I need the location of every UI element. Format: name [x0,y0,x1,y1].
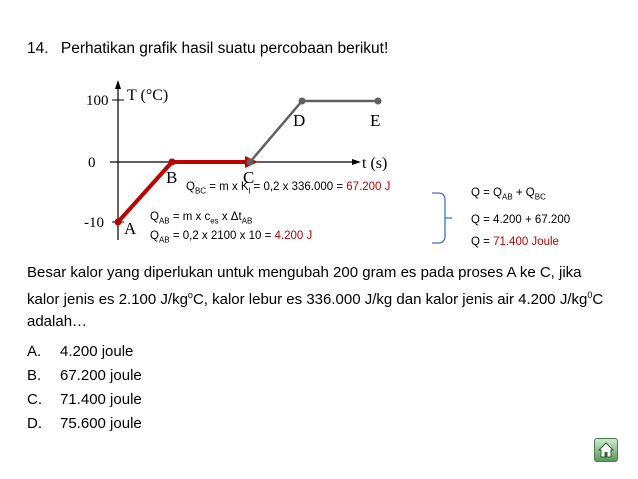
total-result-line: Q = 71.400 Joule [471,236,559,248]
point-label-e: E [370,111,381,130]
y-tick-label: 100 [86,93,109,109]
total-result: 71.400 Joule [493,236,559,248]
total-sum: Q = 4.200 + 67.200 [471,214,571,226]
point-label-d: D [293,111,306,130]
point-label-c: C [243,168,255,187]
option-a[interactable]: A. 4.200 joule [27,343,134,360]
y-tick-label: 0 [88,155,96,171]
point-label-b: B [166,168,178,187]
y-axis-arrow [115,80,121,89]
x-axis-arrow [352,159,361,165]
option-d[interactable]: D. 75.600 joule [27,415,142,432]
y-axis-label: T (°C) [127,87,169,104]
point-d [299,98,306,105]
option-b[interactable]: B. 67.200 joule [27,367,142,384]
home-icon [598,442,614,458]
calc-qbc-result: 67.200 J [346,181,391,193]
y-tick-label: -10 [84,215,104,231]
point-label-a: A [124,219,137,238]
x-axis-label: t (s) [362,155,388,172]
calc-qab-formula: $Q_{AB} = m$ x $c_{es}$ x $\Delta t_{AB}$ [150,211,253,226]
calc-qab-result: 4.200 J [274,230,313,242]
home-button[interactable] [594,438,618,462]
question-prompt: Perhatikan grafik hasil suatu percobaan berikut! [60,40,389,57]
bracket [432,193,452,243]
calc-qbc: $Q_{BC} = m$ x $K_l = 0,2$ x 336.000 = 67.200 J [186,181,391,196]
point-b [169,159,176,166]
answer-options [27,340,142,436]
total-formula: $Q = Q_{AB} + Q_{BC}$ [471,187,546,202]
question-number: 14. [27,40,49,57]
point-e [375,98,382,105]
point-c [247,159,254,166]
option-c[interactable]: C. 71.400 joule [27,391,142,408]
question-stem: Besar kalor yang diperlukan untuk mengubah 200 gram es pada proses A ke C, jika kalor jenis es 2.100 $J/kg^oC$, kalor lebur es 336.000 J/kg dan kalor jenis air 4.200 $J/kg^0C$ adalah… [27,264,604,330]
calc-qab-value: $Q_{AB} = 0,2$ x 2100 x 10 = 4.200 J [150,230,313,245]
point-a [115,219,122,226]
